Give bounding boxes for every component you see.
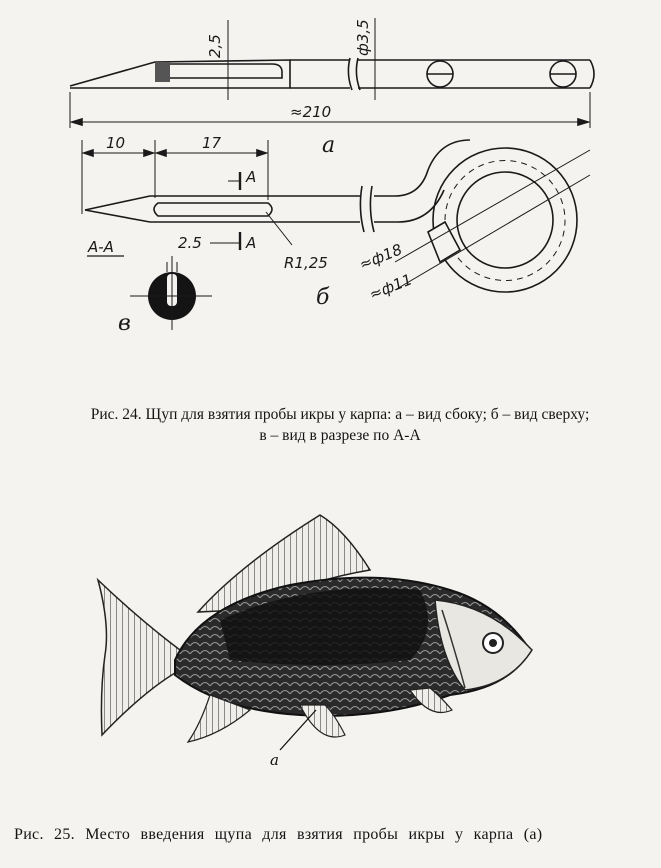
dim-loop-inner-label: ≈ф11 xyxy=(366,270,415,304)
section-mark-top: A xyxy=(246,168,257,186)
probe-site-label: а xyxy=(270,751,279,769)
top-view xyxy=(82,140,590,292)
carp-illustration xyxy=(80,510,550,770)
figure-24-caption xyxy=(40,404,640,446)
dim-radius-label: R1,25 xyxy=(284,254,328,272)
section-view xyxy=(130,256,212,330)
section-title-label: A-A xyxy=(88,238,114,256)
dim-slot-label: 17 xyxy=(202,134,222,152)
dim-wall-label: 2,5 xyxy=(206,34,224,58)
probe-site-pointer xyxy=(280,710,316,750)
dim-diameter-label: ф3,5 xyxy=(354,19,372,56)
dim-loop-outer-label: ≈ф18 xyxy=(356,240,405,274)
dim-tip-label: 10 xyxy=(106,134,126,152)
figure-25-caption: Рис. 25. Место введения щупа для взятия пробы икры у карпа (а) xyxy=(14,826,543,843)
dim-length-label: ≈210 xyxy=(290,103,332,121)
dim-slot-width-label: 2.5 xyxy=(178,234,202,252)
view-label-section: в xyxy=(118,311,131,336)
probe-drawing xyxy=(0,0,661,380)
figure-24-caption-line1: Рис. 24. Щуп для взятия пробы икры у карпа: а – вид сбоку; б – вид сверху; xyxy=(90,406,590,423)
tail-fin xyxy=(98,580,180,735)
side-view xyxy=(70,18,594,128)
view-label-top: б xyxy=(316,285,330,310)
view-label-side: а xyxy=(322,133,336,158)
section-mark-bottom: A xyxy=(246,234,257,252)
figure-24-caption-line2: в – вид в разрезе по А-А xyxy=(259,427,421,444)
